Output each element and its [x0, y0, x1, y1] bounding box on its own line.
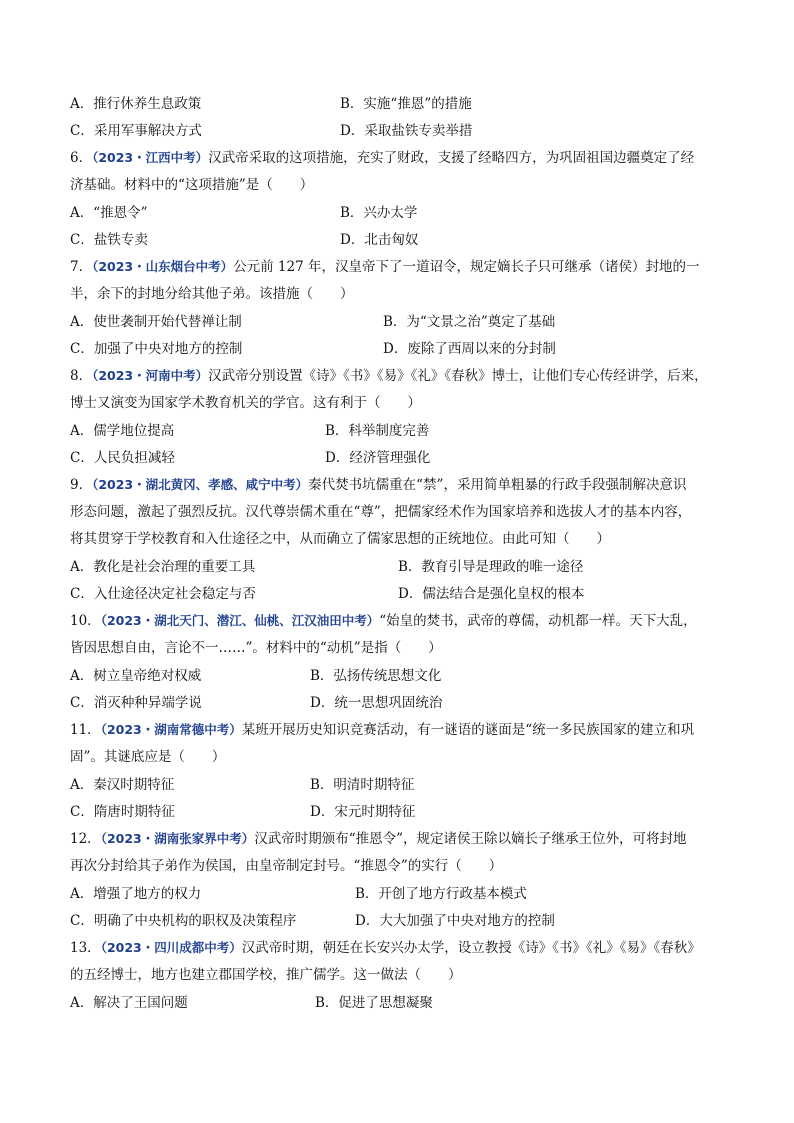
q9-stem-line-1 — [70, 476, 734, 494]
q9-stem-line-2: 形态问题，激起了强烈反抗。汉代尊崇儒术重在“尊”，把儒家经术作为国家培养和选拔人才的基本内容， — [70, 504, 692, 520]
q7-text-1: 公元前 127 年，汉皇帝下了一道诏令，规定嫡长子只可继承（诸侯）封地的一 — [233, 259, 700, 275]
q10-option-c: C．消灭种种异端学说 — [70, 695, 202, 711]
q13-option-a: A．解决了王国问题 — [70, 995, 188, 1011]
q7-option-d: D．废除了西周以来的分封制 — [383, 341, 556, 357]
q11-text-1: 某班开展历史知识竞赛活动，有一谜语的谜面是“统一多民族国家的建立和巩 — [241, 722, 695, 738]
q12-option-b: B．开创了地方行政基本模式 — [355, 886, 527, 902]
q7-option-b: B．为“文景之治”奠定了基础 — [383, 314, 556, 330]
q13-source: （2023・四川成都中考） — [100, 940, 242, 955]
q7-stem-line-1 — [70, 258, 734, 276]
q5-option-a: A．推行休养生息政策 — [70, 96, 202, 112]
q9-option-d: D．儒法结合是强化皇权的根本 — [398, 586, 585, 602]
q11-option-d: D．宋元时期特征 — [310, 804, 416, 820]
q11-source: （2023・湖南常德中考） — [100, 722, 242, 737]
q6-stem-line-1 — [70, 149, 734, 167]
q8-text-1: 汉武帝分别设置《诗》《书》《易》《礼》《春秋》博士，让他们专心传经讲学，后来， — [208, 368, 708, 384]
q9-number: 9． — [70, 477, 93, 493]
q12-option-c: C．明确了中央机构的职权及决策程序 — [70, 913, 297, 929]
q11-option-a: A．秦汉时期特征 — [70, 777, 175, 793]
q10-number: 10． — [70, 613, 101, 629]
q11-number: 11． — [70, 722, 101, 738]
q13-stem-line-2: 的五经博士，地方也建立郡国学校，推广儒学。这一做法（ ） — [70, 967, 462, 983]
q8-source: （2023・河南中考） — [92, 368, 209, 383]
q13-option-b: B．促进了思想凝聚 — [315, 995, 433, 1011]
q6-option-a: A．“推恩令” — [70, 205, 148, 221]
q8-option-c: C．人民负担减轻 — [70, 450, 175, 466]
q6-text-1: 汉武帝采取的这项措施，充实了财政，支援了经略四方，为巩固祖国边疆奠定了经 — [208, 150, 695, 166]
q11-stem-line-1 — [70, 721, 734, 739]
q10-source: （2023・湖北天门、潜江、仙桃、江汉油田中考） — [100, 613, 380, 628]
q8-stem-line-1 — [70, 367, 734, 385]
q9-option-b: B．教育引导是理政的唯一途径 — [398, 559, 584, 575]
q5-option-d: D．采取盐铁专卖举措 — [340, 123, 473, 139]
q8-number: 8． — [70, 368, 93, 384]
q8-option-b: B．科举制度完善 — [325, 423, 430, 439]
q5-option-c: C．采用军事解决方式 — [70, 123, 202, 139]
q6-option-b: B．兴办太学 — [340, 205, 418, 221]
q7-stem-line-2: 半，余下的封地分给其他子弟。该措施（ ） — [70, 286, 354, 302]
q7-option-a: A．使世袭制开始代替禅让制 — [70, 314, 242, 330]
q7-source: （2023・山东烟台中考） — [92, 259, 234, 274]
q12-option-d: D．大大加强了中央对地方的控制 — [355, 913, 555, 929]
q9-text-1: 秦代焚书坑儒重在“禁”，采用简单粗暴的行政手段强制解决意识 — [308, 477, 687, 493]
q13-text-1: 汉武帝时期，朝廷在长安兴办太学，设立教授《诗》《书》《礼》《易》《春秋》 — [241, 940, 701, 956]
q11-option-c: C．隋唐时期特征 — [70, 804, 175, 820]
q6-option-d: D．北击匈奴 — [340, 232, 419, 248]
q10-stem-line-2: 皆因思想自由，言论不一……”。材料中的“动机”是指（ ） — [70, 640, 442, 656]
q12-stem-line-1 — [70, 830, 734, 848]
q9-option-c: C．入仕途径决定社会稳定与否 — [70, 586, 256, 602]
q13-number: 13． — [70, 940, 101, 956]
q10-text-1: “始皇的焚书，武帝的尊儒，动机都一样。天下大乱， — [379, 613, 697, 629]
q8-option-d: D．经济管理强化 — [325, 450, 431, 466]
q9-option-a: A．教化是社会治理的重要工具 — [70, 559, 256, 575]
q9-source: （2023・湖北黄冈、孝感、咸宁中考） — [92, 477, 309, 492]
q10-option-a: A．树立皇帝绝对权威 — [70, 668, 202, 684]
q8-stem-line-2: 博士又演变为国家学术教育机关的学官。这有利于（ ） — [70, 395, 421, 411]
q13-stem-line-1 — [70, 939, 734, 957]
q6-option-c: C．盐铁专卖 — [70, 232, 148, 248]
q7-option-c: C．加强了中央对地方的控制 — [70, 341, 243, 357]
q11-option-b: B．明清时期特征 — [310, 777, 415, 793]
q12-text-1: 汉武帝时期颁布“推恩令”，规定诸侯王除以嫡长子继承王位外，可将封地 — [254, 831, 687, 847]
q9-stem-line-3: 将其贯穿于学校教育和入仕途径之中，从而确立了儒家思想的正统地位。由此可知（ ） — [70, 531, 610, 547]
q12-number: 12． — [70, 831, 101, 847]
q8-option-a: A．儒学地位提高 — [70, 423, 175, 439]
q12-source: （2023・湖南张家界中考） — [100, 831, 255, 846]
q10-stem-line-1 — [70, 612, 734, 630]
q6-source: （2023・江西中考） — [92, 150, 209, 165]
q12-option-a: A．增强了地方的权力 — [70, 886, 202, 902]
q7-number: 7． — [70, 259, 93, 275]
q12-stem-line-2: 再次分封给其子弟作为侯国，由皇帝制定封号。“推恩令”的实行（ ） — [70, 858, 503, 874]
q6-stem-line-2: 济基础。材料中的“这项措施”是（ ） — [70, 177, 314, 193]
q6-number: 6． — [70, 150, 93, 166]
q10-option-d: D．统一思想巩固统治 — [310, 695, 443, 711]
q11-stem-line-2: 固”。其谜底应是（ ） — [70, 749, 226, 765]
q10-option-b: B．弘扬传统思想文化 — [310, 668, 442, 684]
q5-option-b: B．实施“推恩”的措施 — [340, 96, 472, 112]
